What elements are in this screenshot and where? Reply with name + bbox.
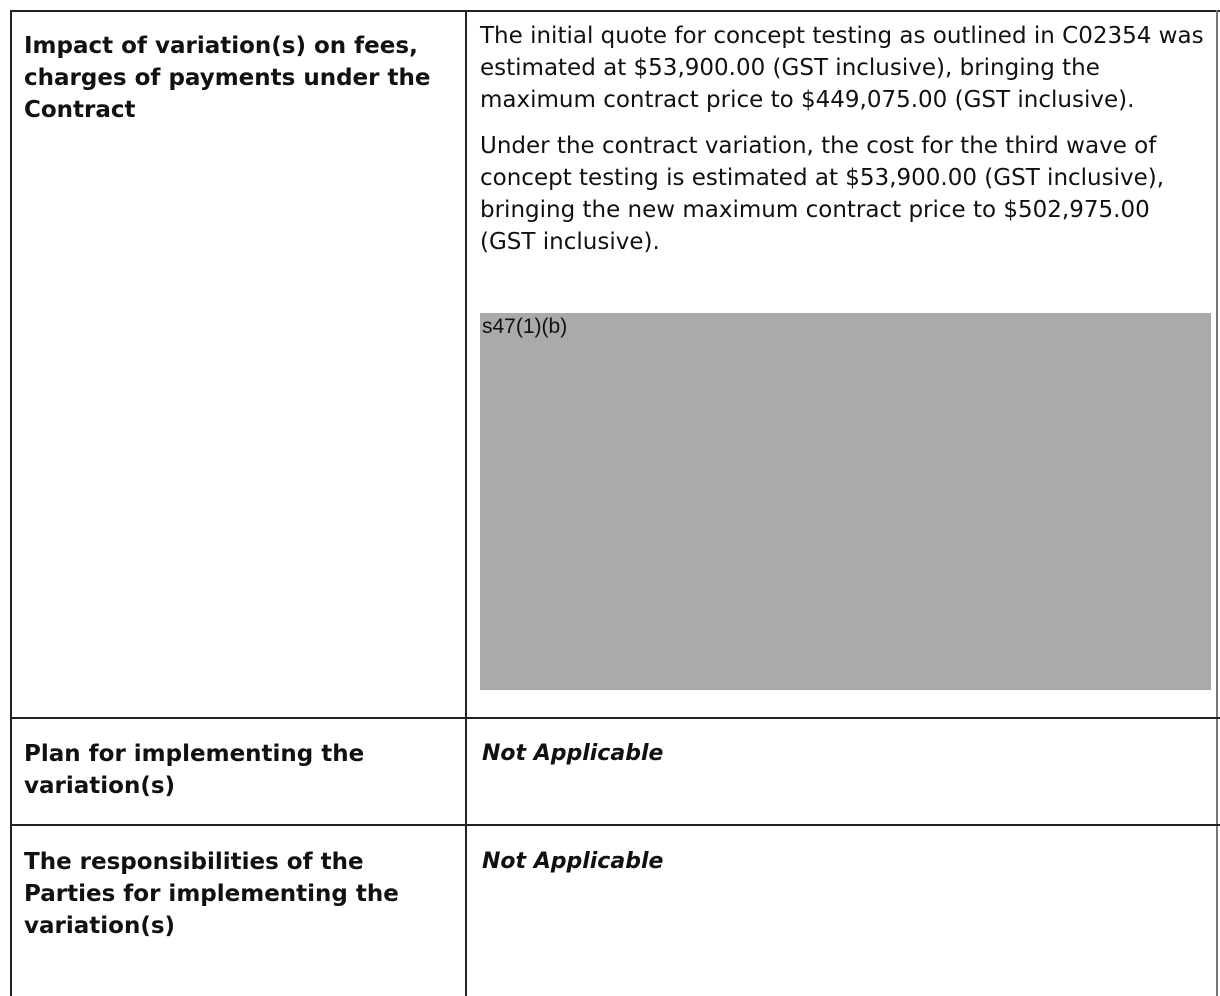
row-divider-2 <box>10 824 1220 826</box>
column-divider <box>465 10 467 996</box>
row-2-label: Plan for implementing the variation(s) <box>24 741 365 799</box>
row-3-value: Not Applicable <box>482 849 664 874</box>
row-1-paragraph-2: Under the contract variation, the cost for the third wave of concept testing is estimated at $53,900.00 (GST inclusive), bringing the new maximum contract price to $502,975.00 (GST inclusive). <box>480 133 1165 255</box>
row-1-label: Impact of variation(s) on fees, charges of payments under the Contract <box>24 33 431 123</box>
row-divider-1 <box>10 717 1220 719</box>
row-2-value: Not Applicable <box>482 741 664 766</box>
row-3-label: The responsibilities of the Parties for implementing the variation(s) <box>24 849 399 939</box>
table-right-border <box>1216 10 1218 996</box>
redaction-block <box>480 313 1211 690</box>
row-1-paragraph-1: The initial quote for concept testing as outlined in C02354 was estimated at $53,900.00 (GST inclusive), bringing the maximum contract price to $449,075.00 (GST inclusive). <box>480 23 1204 113</box>
table-top-border <box>10 10 1220 12</box>
redaction-code: s47(1)(b) <box>482 315 568 338</box>
table-left-border <box>10 10 12 996</box>
row-1-value <box>480 20 1210 258</box>
